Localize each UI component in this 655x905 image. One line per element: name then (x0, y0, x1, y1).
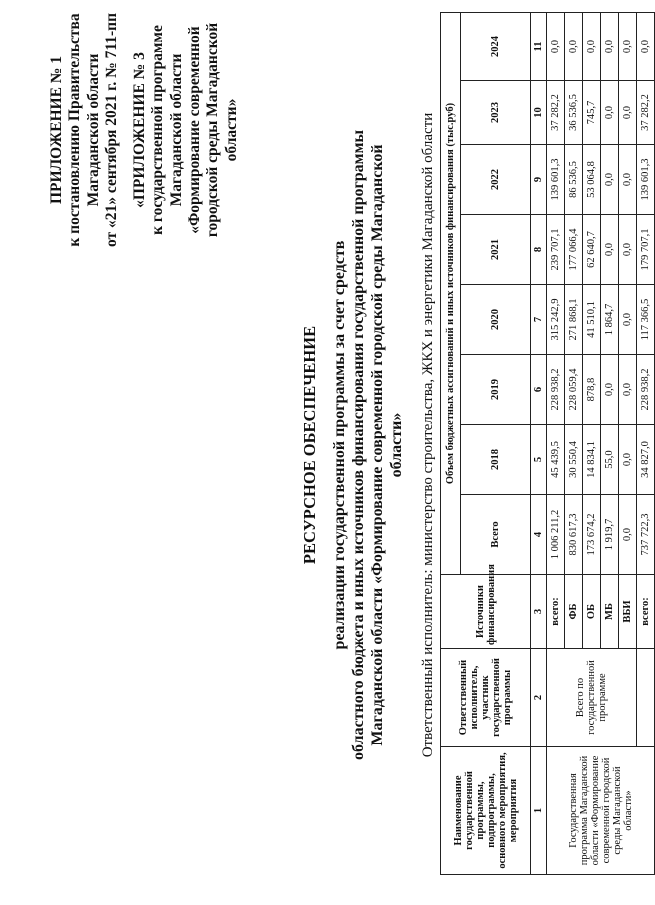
annex-line-2: к постановлению Правительства (66, 13, 84, 247)
annex-block (48, 10, 241, 250)
column-number-row (531, 13, 547, 875)
value-cell: 0,0 (619, 13, 637, 81)
resource-table (440, 12, 655, 875)
value-cell: 0,0 (619, 81, 637, 145)
column-number: 10 (531, 81, 547, 145)
title-heading: РЕСУРСНОЕ ОБЕСПЕЧЕНИЕ (300, 325, 319, 565)
value-cell: 0,0 (619, 285, 637, 355)
value-cell: 271 868,1 (565, 285, 583, 355)
header-year-2018: 2018 (461, 425, 531, 495)
value-cell: 0,0 (619, 355, 637, 425)
value-cell: 117 366,5 (637, 285, 655, 355)
value-cell: 745,7 (583, 81, 601, 145)
value-cell: 0,0 (619, 215, 637, 285)
source-cell: всего: (547, 575, 565, 649)
executor-cell: Всего по государственной программе (547, 649, 637, 747)
header-year-2019: 2019 (461, 355, 531, 425)
source-cell: ФБ (565, 575, 583, 649)
value-cell: 36 536,5 (565, 81, 583, 145)
source-cell: ОБ (583, 575, 601, 649)
annex-line-6: к государственной программе (149, 25, 167, 235)
value-cell: 315 242,9 (547, 285, 565, 355)
column-number: 2 (531, 649, 547, 747)
annex-line-3: Магаданской области (84, 53, 102, 207)
responsible-executor: Ответственный исполнитель: министерство строительства, ЖКХ и энергетики Магаданской области (420, 112, 436, 758)
value-cell: 53 064,8 (583, 145, 601, 215)
value-cell: 0,0 (619, 145, 637, 215)
header-name: Наименование государственной программы, подпрограммы, основного мероприятия, мероприятия (441, 747, 531, 875)
source-cell: МБ (601, 575, 619, 649)
program-name-cell: Государственная программа Магаданской области «Формирование современной городской среды Магаданской области» (547, 747, 655, 875)
header-year-2021: 2021 (461, 215, 531, 285)
column-number: 9 (531, 145, 547, 215)
value-cell: 173 674,2 (583, 495, 601, 575)
document-title (300, 125, 407, 765)
annex-line-9: городской среды Магаданской области» (204, 22, 240, 238)
value-cell: 0,0 (547, 13, 565, 81)
value-cell: 37 282,2 (547, 81, 565, 145)
value-cell: 878,8 (583, 355, 601, 425)
header-year-2023: 2023 (461, 81, 531, 145)
value-cell: 177 066,4 (565, 215, 583, 285)
value-cell: 45 439,5 (547, 425, 565, 495)
annex-line-7: Магаданской области (167, 53, 185, 207)
value-cell: 1 006 211,2 (547, 495, 565, 575)
value-cell: 0,0 (601, 215, 619, 285)
annex-line-4: от «21» сентября 2021 г. № 711-пп (102, 13, 120, 247)
column-number: 5 (531, 425, 547, 495)
table-row (637, 13, 655, 875)
value-cell: 0,0 (619, 495, 637, 575)
value-cell: 0,0 (583, 13, 601, 81)
value-cell: 737 722,3 (637, 495, 655, 575)
value-cell: 239 707,1 (547, 215, 565, 285)
column-number: 7 (531, 285, 547, 355)
value-cell: 86 536,5 (565, 145, 583, 215)
value-cell: 228 059,4 (565, 355, 583, 425)
column-number: 3 (531, 575, 547, 649)
value-cell: 1 864,7 (601, 285, 619, 355)
source-cell: всего: (637, 575, 655, 649)
column-number: 4 (531, 495, 547, 575)
value-cell: 0,0 (601, 81, 619, 145)
value-cell: 139 601,3 (637, 145, 655, 215)
value-cell: 0,0 (601, 145, 619, 215)
header-year-2020: 2020 (461, 285, 531, 355)
value-cell: 139 601,3 (547, 145, 565, 215)
value-cell: 0,0 (619, 425, 637, 495)
title-line-2: областного бюджета и иных источников финансирования государственной программы (349, 130, 367, 760)
column-number: 11 (531, 13, 547, 81)
value-cell: 179 707,1 (637, 215, 655, 285)
value-cell: 0,0 (601, 13, 619, 81)
value-cell: 55,0 (601, 425, 619, 495)
title-line-3: Магаданской области «Формирование современной городской среды Магаданской (369, 144, 387, 746)
source-cell: ВБИ (619, 575, 637, 649)
value-cell: 14 834,1 (583, 425, 601, 495)
column-number: 1 (531, 747, 547, 875)
column-number: 8 (531, 215, 547, 285)
value-cell: 62 640,7 (583, 215, 601, 285)
value-cell: 830 617,3 (565, 495, 583, 575)
header-executor: Ответственный исполнитель, участник государственной программы (441, 649, 531, 747)
header-year-total: Всего (461, 495, 531, 575)
value-cell: 0,0 (565, 13, 583, 81)
value-cell: 34 827,0 (637, 425, 655, 495)
value-cell: 41 510,1 (583, 285, 601, 355)
value-cell: 0,0 (601, 355, 619, 425)
header-year-2022: 2022 (461, 145, 531, 215)
value-cell: 228 938,2 (637, 355, 655, 425)
header-volume: Объем бюджетных ассигнований и иных источников финансирования (тыс.руб) (441, 13, 461, 575)
title-line-1: реализации государственной программы за счет средств (330, 240, 348, 650)
value-cell: 228 938,2 (547, 355, 565, 425)
column-number: 6 (531, 355, 547, 425)
executor-cell-empty (637, 649, 655, 747)
annex-line-1: ПРИЛОЖЕНИЕ № 1 (48, 56, 65, 204)
header-sources: Источники финансирования (441, 575, 531, 649)
title-line-4: области» (388, 412, 406, 478)
value-cell: 1 919,7 (601, 495, 619, 575)
annex-line-8: «Формирование современной (185, 26, 203, 234)
header-year-2024: 2024 (461, 13, 531, 81)
table-row (547, 13, 565, 875)
annex-line-5: «ПРИЛОЖЕНИЕ № 3 (131, 52, 149, 208)
value-cell: 37 282,2 (637, 81, 655, 145)
value-cell: 30 550,4 (565, 425, 583, 495)
value-cell: 0,0 (637, 13, 655, 81)
